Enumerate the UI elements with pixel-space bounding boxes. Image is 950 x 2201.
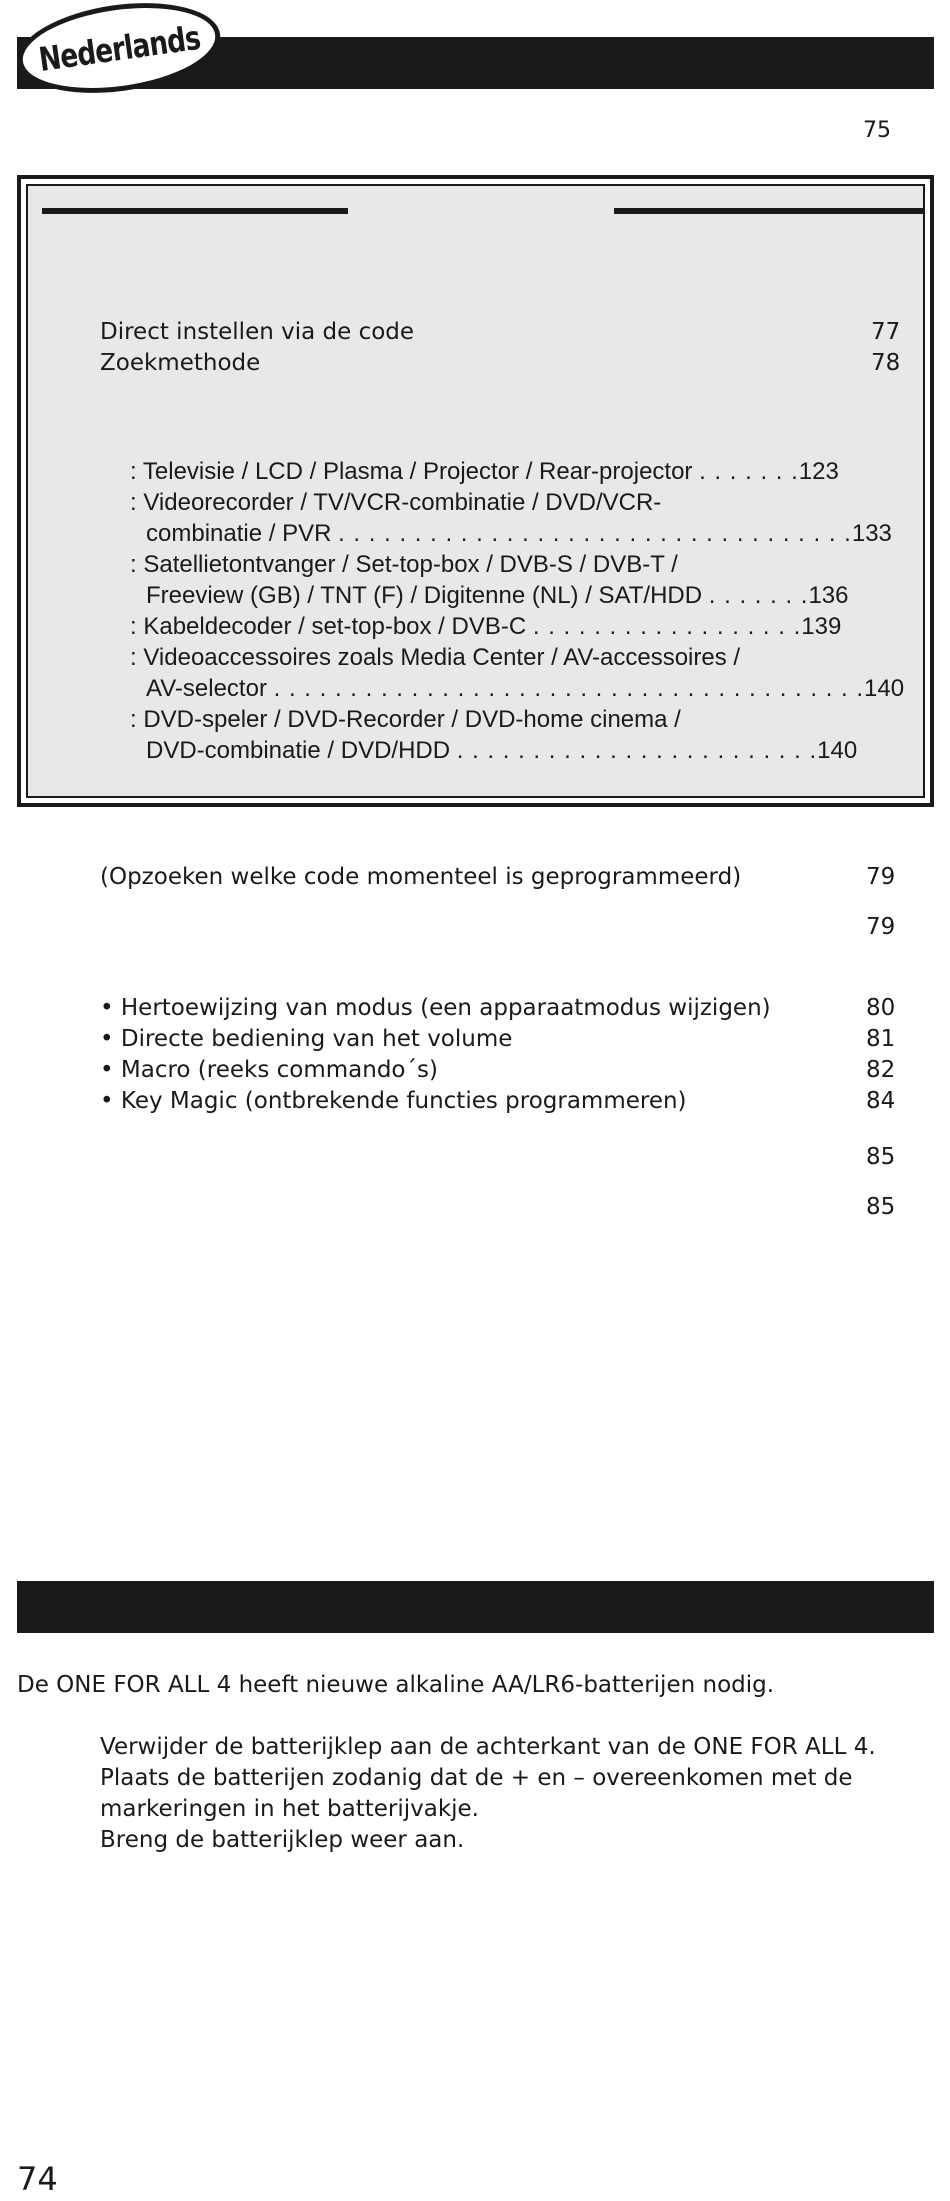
lookup-page: 79 [866, 864, 896, 890]
language-badge [12, 0, 226, 105]
device-item-vcr: : Videorecorder / TV/VCR-combinatie / DVD/VCR- [130, 489, 662, 516]
toc-entry-search-method-page: 78 [871, 350, 901, 376]
battery-intro: De ONE FOR ALL 4 heeft nieuwe alkaline AA/LR6-batterijen nodig. [17, 1672, 775, 1698]
device-item-dvd: : DVD-speler / DVD-Recorder / DVD-home cinema / [130, 706, 681, 733]
toc-rule-left [42, 208, 348, 214]
extra-page-number: 79 [866, 914, 896, 940]
feature-item: • Hertoewijzing van modus (een apparaatmodus wijzigen) 80 [100, 995, 896, 1021]
feature-item: • Key Magic (ontbrekende functies programmeren) 84 [100, 1088, 896, 1114]
intro-page-number: 75 [863, 118, 891, 143]
toc-entry-direct-code: Direct instellen via de code [100, 319, 415, 345]
device-item-vcr-cont: combinatie / PVR . . . . . . . . . . . . . . . . . . . . . . . . . . . . . . . . . .133 [146, 520, 892, 547]
device-item-sat: : Satellietontvanger / Set-top-box / DVB-S / DVB-T / [130, 551, 678, 578]
feature-list [100, 993, 900, 1117]
toc-rule-right [614, 208, 923, 214]
device-item-sat-cont: Freeview (GB) / TNT (F) / Digitenne (NL) / SAT/HDD . . . . . . .136 [146, 582, 849, 609]
battery-section-bar [17, 1581, 934, 1633]
feature-item: • Macro (reeks commando´s) 82 [100, 1057, 896, 1083]
device-item-video-acc: : Videoaccessoires zoals Media Center / AV-accessoires / [130, 644, 741, 671]
battery-step: Verwijder de batterijklep aan de achterkant van de ONE FOR ALL 4. [100, 1734, 876, 1760]
battery-step: Breng de batterijklep weer aan. [100, 1827, 465, 1853]
toc-entry-search-method: Zoekmethode [100, 350, 261, 376]
device-item-cable: : Kabeldecoder / set-top-box / DVB-C . . . . . . . . . . . . . . . . . .139 [130, 613, 842, 640]
language-label: Nederlands [36, 17, 202, 79]
battery-step: Plaats de batterijen zodanig dat de + en – overeenkomen met de [100, 1765, 853, 1791]
toc-entry-direct-code-page: 77 [871, 319, 901, 345]
battery-steps [100, 1732, 876, 1856]
extra-page-number: 85 [866, 1194, 896, 1220]
device-item-video-acc-cont: AV-selector . . . . . . . . . . . . . . . . . . . . . . . . . . . . . . . . . . . . . . .140 [146, 675, 905, 702]
feature-item: • Directe bediening van het volume 81 [100, 1026, 896, 1052]
device-item-tv: : Televisie / LCD / Plasma / Projector / Rear-projector . . . . . . .123 [130, 458, 839, 485]
toc-inner-panel [26, 184, 925, 798]
page-number: 74 [17, 2160, 58, 2198]
battery-step: markeringen in het batterijvakje. [100, 1796, 479, 1822]
extra-page-number: 85 [866, 1144, 896, 1170]
device-item-dvd-cont: DVD-combinatie / DVD/HDD . . . . . . . . . . . . . . . . . . . . . . . .140 [146, 737, 858, 764]
toc-box [17, 175, 934, 807]
lookup-label: (Opzoeken welke code momenteel is geprogrammeerd) [100, 864, 742, 890]
device-code-list [130, 456, 930, 766]
